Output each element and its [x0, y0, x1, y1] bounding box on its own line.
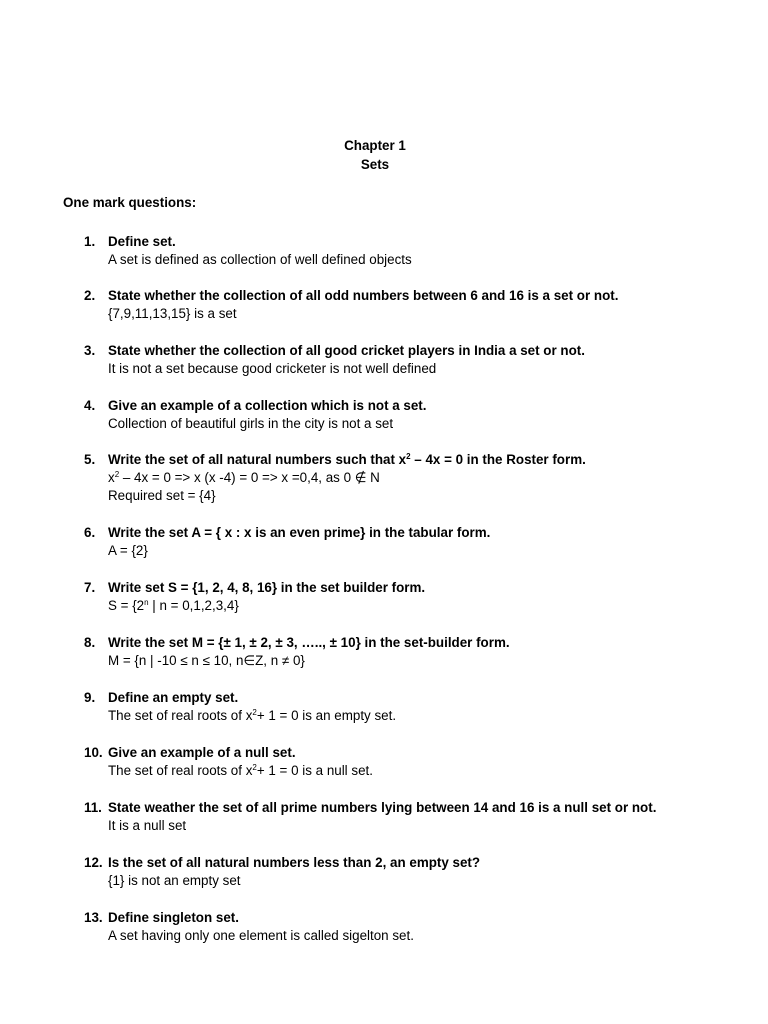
superscript: 2	[406, 452, 411, 461]
question-number: 13.	[84, 910, 103, 925]
answer-text-13: A set having only one element is called sigelton set.	[108, 928, 414, 944]
question-label: Write set S = {1, 2, 4, 8, 16} in the set builder form.	[108, 580, 426, 595]
question-label: Write the set A = { x : x is an even prime} in the tabular form.	[108, 525, 491, 540]
answer-text-5	[84, 469, 764, 487]
question-label-cont: – 4x = 0 in the Roster form.	[410, 452, 586, 467]
question-label: Define an empty set.	[108, 690, 239, 705]
answer-part: + 1 = 0 is a null set.	[256, 763, 373, 779]
question-text-6	[84, 524, 764, 542]
question-text-13	[84, 909, 764, 927]
question-text-5	[84, 451, 764, 469]
question-item-8	[84, 634, 764, 670]
question-text-10	[84, 744, 764, 762]
question-item-13	[84, 909, 764, 945]
answer-text-10	[84, 762, 764, 780]
question-number: 5.	[84, 452, 96, 467]
question-item-9	[84, 689, 764, 725]
question-item-1	[84, 233, 764, 269]
question-number: 11.	[84, 800, 102, 815]
answer-text-8: M = {n | -10 ≤ n ≤ 10, n∈Z, n ≠ 0}	[108, 653, 305, 669]
question-item-7	[84, 579, 764, 615]
question-item-10	[84, 744, 764, 780]
question-item-12	[84, 854, 764, 890]
question-label: Define set.	[108, 234, 176, 249]
question-number: 4.	[84, 398, 96, 413]
question-number: 3.	[84, 343, 96, 358]
answer-text-11: It is a null set	[108, 818, 187, 834]
question-number: 6.	[84, 525, 96, 540]
answer-part: S = {2	[108, 598, 145, 614]
question-item-5	[84, 451, 764, 506]
question-text-2	[84, 287, 764, 305]
superscript: n	[144, 598, 149, 608]
question-number: 10.	[84, 745, 103, 760]
answer-text-4: Collection of beautiful girls in the city is not a set	[108, 416, 394, 432]
superscript: 2	[252, 763, 257, 773]
question-text-4	[84, 397, 764, 415]
question-number: 7.	[84, 580, 96, 595]
question-label: Write the set of all natural numbers such that x	[108, 452, 407, 467]
answer-text-2: {7,9,11,13,15} is a set	[108, 306, 237, 322]
question-text-7	[84, 579, 764, 597]
question-label: Write the set M = {± 1, ± 2, ± 3, ….., ± 10} in the set-builder form.	[108, 635, 510, 650]
question-item-4	[84, 397, 764, 433]
question-text-3	[84, 342, 764, 360]
question-label: State whether the collection of all odd numbers between 6 and 16 is a set or not.	[108, 288, 619, 303]
question-item-3	[84, 342, 764, 378]
question-label: State whether the collection of all good cricket players in India a set or not.	[108, 343, 585, 358]
question-item-6	[84, 524, 764, 560]
answer-part: The set of real roots of x	[108, 708, 253, 724]
superscript: 2	[252, 708, 257, 718]
question-text-11	[84, 799, 764, 817]
question-label: State weather the set of all prime numbers lying between 14 and 16 is a null set or not.	[108, 800, 657, 815]
superscript: 2	[114, 470, 120, 480]
answer-part: x	[108, 470, 115, 486]
question-number: 12.	[84, 855, 103, 870]
answer-text-6: A = {2}	[108, 543, 148, 559]
question-text-1	[84, 233, 764, 251]
question-item-11	[84, 799, 764, 835]
section-title: One mark questions:	[63, 195, 197, 210]
question-number: 9.	[84, 690, 96, 705]
question-label: Define singleton set.	[108, 910, 239, 925]
answer-text-7	[84, 597, 764, 615]
answer-part: The set of real roots of x	[108, 763, 253, 779]
topic-heading: Sets	[360, 157, 390, 172]
question-text-9	[84, 689, 764, 707]
question-text-12	[84, 854, 764, 872]
question-text-8	[84, 634, 764, 652]
question-number: 1.	[84, 234, 96, 249]
answer-part: | n = 0,1,2,3,4}	[148, 598, 239, 614]
chapter-heading: Chapter 1	[344, 138, 406, 153]
answer-part: – 4x = 0 => x (x -4) = 0 => x =0,4, as 0 ∉ N	[119, 470, 380, 486]
answer-text-9	[84, 707, 764, 725]
question-number: 8.	[84, 635, 96, 650]
question-label: Give an example of a null set.	[108, 745, 296, 760]
question-number: 2.	[84, 288, 96, 303]
answer-text-5b: Required set = {4}	[108, 488, 216, 504]
answer-part: + 1 = 0 is an empty set.	[256, 708, 397, 724]
answer-text-1: A set is defined as collection of well defined objects	[108, 252, 412, 268]
answer-text-3: It is not a set because good cricketer is not well defined	[108, 361, 437, 377]
question-label: Give an example of a collection which is not a set.	[108, 398, 427, 413]
question-item-2	[84, 287, 764, 323]
answer-text-12: {1} is not an empty set	[108, 873, 241, 889]
question-label: Is the set of all natural numbers less than 2, an empty set?	[108, 855, 481, 870]
